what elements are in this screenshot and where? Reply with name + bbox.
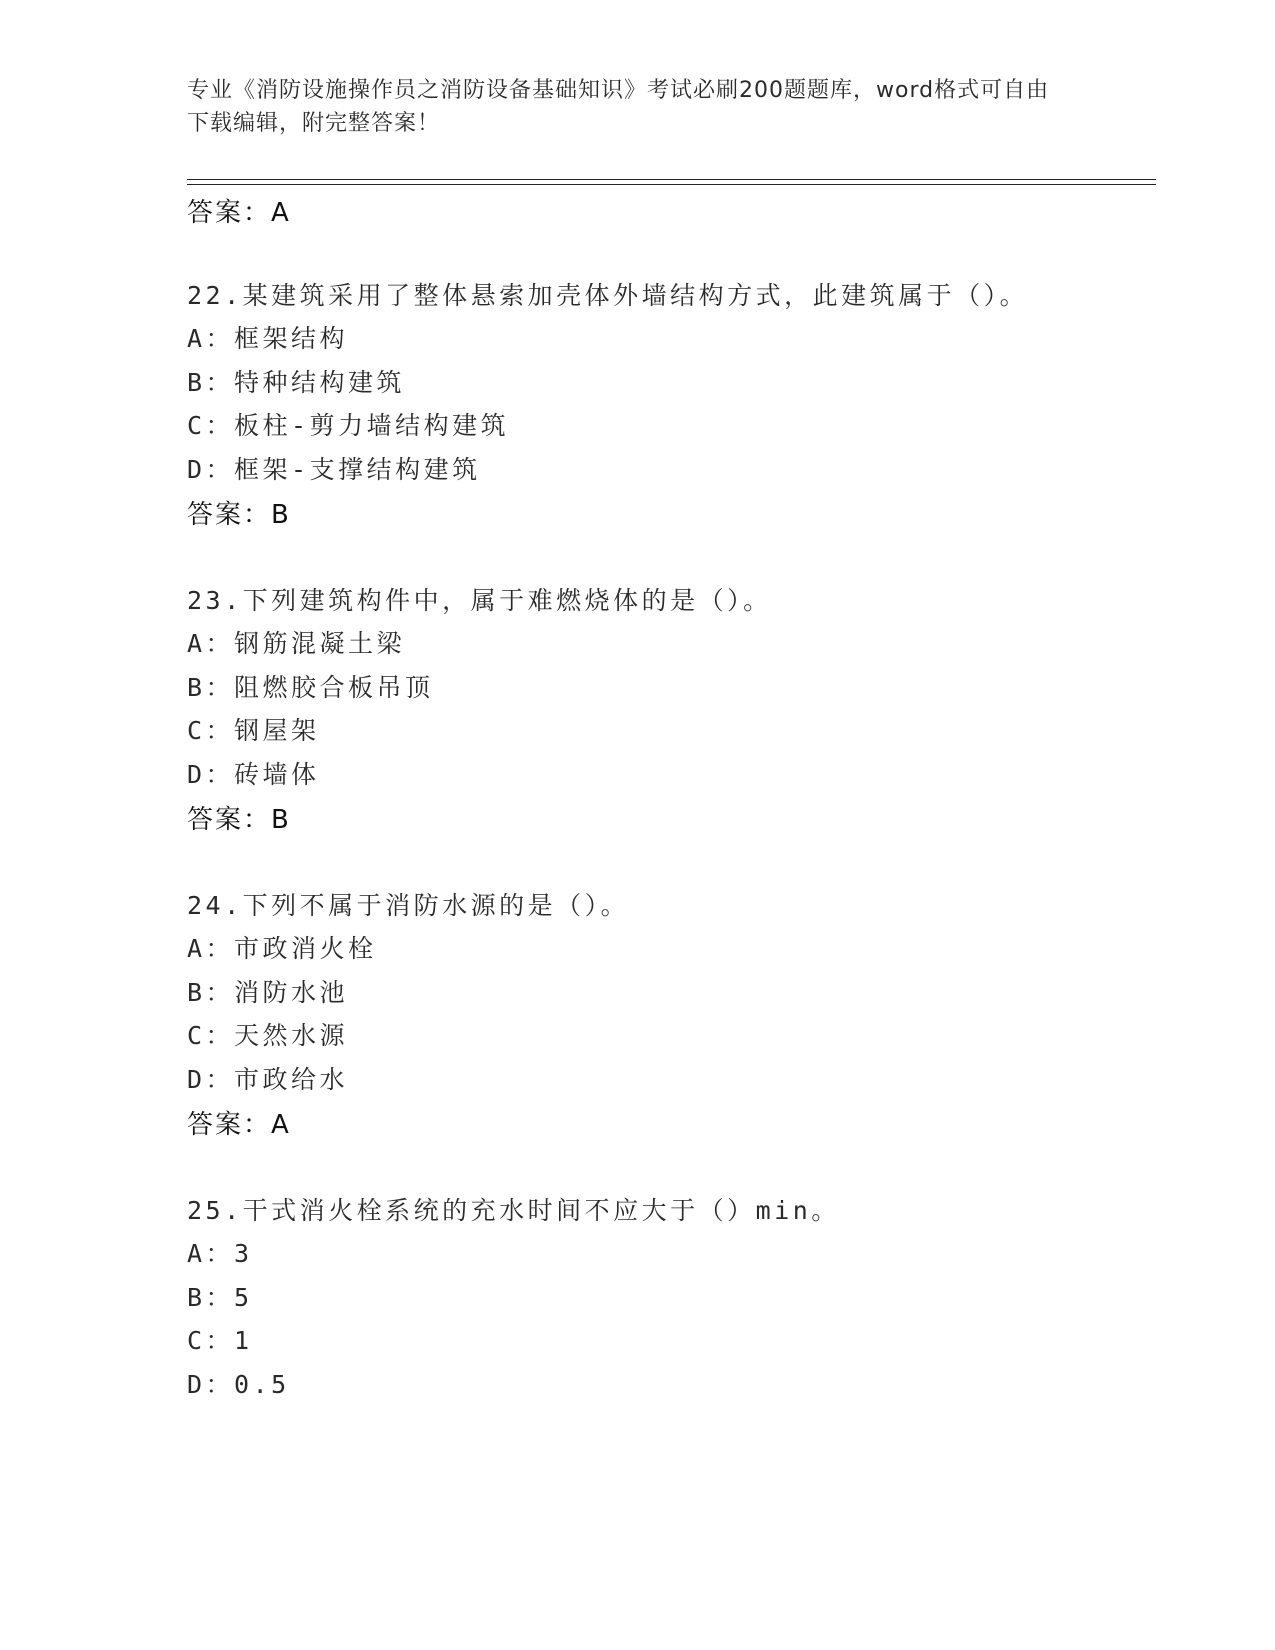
option-a: A：钢筋混凝土梁 [187, 629, 406, 658]
answer-line: 答案：A [187, 1110, 291, 1140]
header-divider [187, 179, 1156, 185]
question-text: 22.某建筑采用了整体悬索加壳体外墙结构方式，此建筑属于（）。 [187, 281, 1029, 310]
option-a: A：市政消火栓 [187, 934, 377, 963]
option-b: B：阻燃胶合板吊顶 [187, 673, 434, 702]
document-header: 专业《消防设施操作员之消防设备基础知识》考试必刷200题题库，word格式可自由下载编辑，附完整答案！ [187, 78, 1050, 136]
option-c: C：板柱-剪力墙结构建筑 [187, 411, 510, 440]
option-c: C：钢屋架 [187, 716, 320, 745]
option-d: D：框架-支撑结构建筑 [187, 455, 481, 484]
question-text: 25.干式消火栓系统的充水时间不应大于（）min。 [187, 1196, 840, 1225]
option-a: A：框架结构 [187, 324, 349, 353]
option-a: A：3 [187, 1239, 253, 1268]
option-b: B：特种结构建筑 [187, 368, 406, 397]
option-d: D：砖墙体 [187, 760, 320, 789]
option-c: C：1 [187, 1326, 253, 1355]
question-text: 23.下列建筑构件中，属于难燃烧体的是（）。 [187, 586, 772, 615]
answer-line: 答案：B [187, 805, 291, 835]
option-b: B：消防水池 [187, 978, 349, 1007]
answer-line: 答案：A [187, 198, 291, 228]
option-d: D：市政给水 [187, 1065, 349, 1094]
question-text: 24.下列不属于消防水源的是（）。 [187, 891, 630, 920]
answer-line: 答案：B [187, 500, 291, 530]
option-d: D：0.5 [187, 1370, 290, 1399]
option-c: C：天然水源 [187, 1021, 349, 1050]
option-b: B：5 [187, 1283, 253, 1312]
